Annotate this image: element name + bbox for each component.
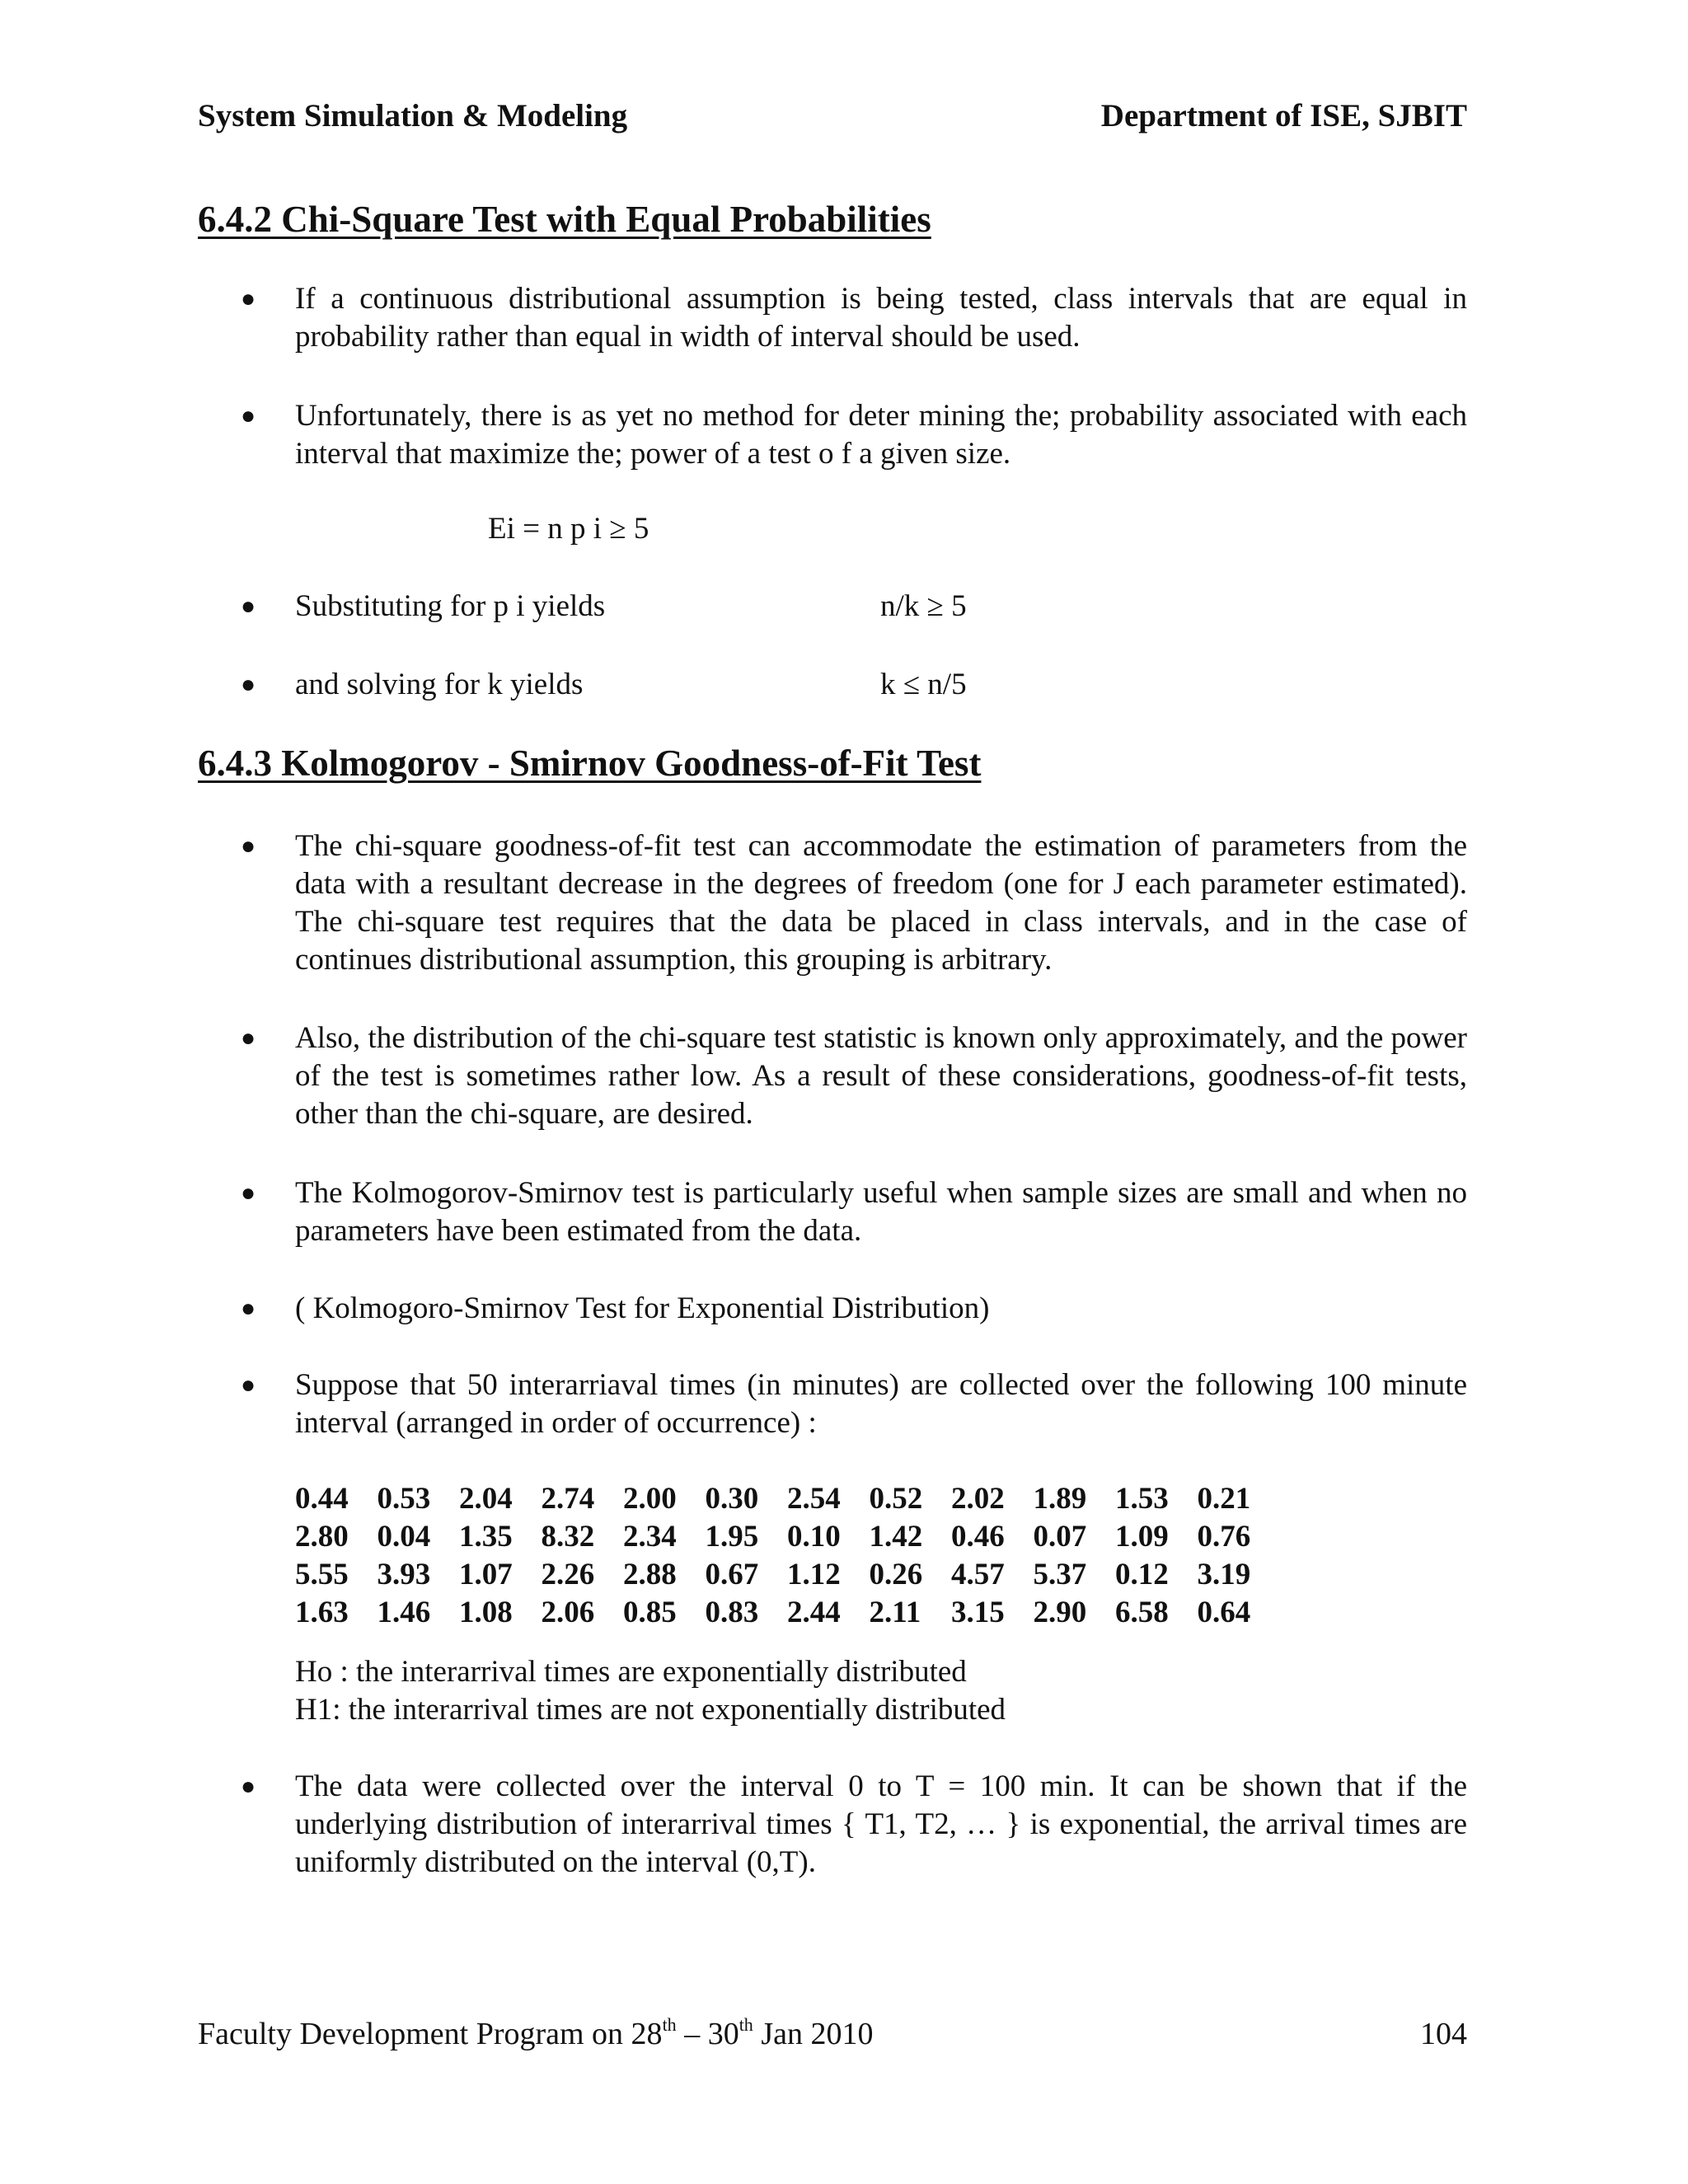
- table-cell: 2.11: [869, 1596, 921, 1629]
- table-cell: 2.06: [541, 1596, 595, 1629]
- table-cell: 0.12: [1115, 1558, 1169, 1591]
- bullet-icon: ●: [241, 402, 256, 429]
- table-cell: 0.21: [1197, 1482, 1251, 1516]
- table-cell: 0.04: [377, 1520, 431, 1554]
- table-cell: 0.30: [705, 1482, 759, 1516]
- table-cell: 2.26: [541, 1558, 595, 1591]
- table-cell: 0.85: [623, 1596, 677, 1629]
- bullet-text: Also, the distribution of the chi-square test statistic is known only approximately, and the power of the test is sometimes rather low. As a result of these considerations, goodness-of-fit tests, other than the chi-square, are desired.: [295, 1021, 1467, 1131]
- table-cell: 2.90: [1033, 1596, 1087, 1629]
- table-row: [295, 1519, 1279, 1557]
- table-cell: 1.53: [1115, 1482, 1169, 1516]
- footer-sup-2: th: [738, 2014, 753, 2035]
- page-number: 104: [1420, 2017, 1467, 2051]
- step-formula: k ≤ n/5: [880, 668, 967, 701]
- table-cell: 1.12: [787, 1558, 841, 1591]
- table-cell: 0.07: [1033, 1520, 1087, 1554]
- bullet-icon: ●: [241, 1024, 256, 1052]
- bullet-text: The Kolmogorov-Smirnov test is particularly useful when sample sizes are small and when no parameters have been estimated from the data.: [295, 1176, 1467, 1248]
- table-cell: 0.67: [705, 1558, 759, 1591]
- table-cell: 5.37: [1033, 1558, 1087, 1591]
- table-cell: 8.32: [541, 1520, 595, 1554]
- table-row: [295, 1595, 1279, 1633]
- table-cell: 2.34: [623, 1520, 677, 1554]
- table-cell: 0.26: [869, 1558, 923, 1591]
- table-cell: 5.55: [295, 1558, 349, 1591]
- bullet-icon: ●: [241, 1371, 256, 1399]
- table-cell: 1.95: [705, 1520, 759, 1554]
- table-cell: 1.89: [1033, 1482, 1087, 1516]
- table-cell: 4.57: [951, 1558, 1005, 1591]
- bullet-icon: ●: [241, 1773, 256, 1800]
- bullet-icon: ●: [241, 671, 256, 698]
- table-cell: 2.54: [787, 1482, 841, 1516]
- bullet-icon: ●: [241, 832, 256, 860]
- footer-program: [198, 2016, 873, 2052]
- table-cell: 0.52: [869, 1482, 923, 1516]
- footer-program-mid: – 30: [676, 2017, 739, 2051]
- table-cell: 6.58: [1115, 1596, 1169, 1629]
- bullet-text: Substituting for p i yields: [295, 589, 606, 623]
- table-cell: 3.19: [1197, 1558, 1251, 1591]
- bullet-text: The data were collected over the interval 0 to T = 100 min. It can be shown that if the underlying distribution of interarrival times { T1, T2, … } is exponential, the arrival times are uniformly distributed on the interval (0,T).: [295, 1769, 1467, 1879]
- table-cell: 1.63: [295, 1596, 349, 1629]
- table-cell: 3.15: [951, 1596, 1005, 1629]
- table-cell: 1.09: [1115, 1520, 1169, 1554]
- interarrival-data-table: [295, 1481, 1279, 1633]
- table-cell: 0.83: [705, 1596, 759, 1629]
- table-cell: 0.10: [787, 1520, 841, 1554]
- alternative-hypothesis: H1: the interarrival times are not exponentially distributed: [295, 1693, 1006, 1727]
- bullet-text: Unfortunately, there is as yet no method for deter mining the; probability associated with each interval that maximize the; power of a test o f a given size.: [295, 399, 1467, 471]
- table-cell: 1.08: [459, 1596, 513, 1629]
- footer-sup-1: th: [662, 2014, 677, 2035]
- table-cell: 2.88: [623, 1558, 677, 1591]
- table-cell: 2.04: [459, 1482, 513, 1516]
- table-cell: 0.44: [295, 1482, 349, 1516]
- header-department: Department of ISE, SJBIT: [1100, 98, 1467, 134]
- table-row: [295, 1481, 1279, 1519]
- document-page: [198, 0, 1467, 2184]
- bullet-text: If a continuous distributional assumption is being tested, class intervals that are equal in probability rather than equal in width of interval should be used.: [295, 282, 1467, 354]
- bullet-icon: ●: [241, 1295, 256, 1322]
- bullet-text: and solving for k yields: [295, 668, 584, 701]
- table-cell: 0.76: [1197, 1520, 1251, 1554]
- header-course-title: System Simulation & Modeling: [198, 98, 628, 134]
- table-cell: 1.35: [459, 1520, 513, 1554]
- table-cell: 1.46: [377, 1596, 431, 1629]
- section-642-heading: 6.4.2 Chi-Square Test with Equal Probabilities: [198, 199, 931, 240]
- table-cell: 2.44: [787, 1596, 841, 1629]
- table-cell: 2.00: [623, 1482, 677, 1516]
- null-hypothesis: Ho : the interarrival times are exponentially distributed: [295, 1655, 967, 1689]
- table-cell: 2.80: [295, 1520, 349, 1554]
- bullet-text: ( Kolmogoro-Smirnov Test for Exponential Distribution): [295, 1291, 990, 1325]
- footer-program-suffix: Jan 2010: [753, 2017, 874, 2051]
- table-cell: 3.93: [377, 1558, 431, 1591]
- table-cell: 2.74: [541, 1482, 595, 1516]
- table-cell: 0.46: [951, 1520, 1005, 1554]
- table-cell: 1.42: [869, 1520, 923, 1554]
- bullet-icon: ●: [241, 1179, 256, 1207]
- step-formula: n/k ≥ 5: [880, 589, 967, 623]
- table-cell: 0.64: [1197, 1596, 1251, 1629]
- bullet-text: The chi-square goodness-of-fit test can accommodate the estimation of parameters from the data with a resultant decrease in the degrees of freedom (one for J each parameter estimated). The chi-square test requires that the data be placed in class intervals, and in the case of continues distributional assumption, this grouping is arbitrary.: [295, 829, 1467, 977]
- footer-program-prefix: Faculty Development Program on 28: [198, 2017, 663, 2051]
- table-row: [295, 1557, 1279, 1595]
- expected-frequency-formula: Ei = n p i ≥ 5: [488, 512, 649, 546]
- bullet-icon: ●: [241, 593, 256, 620]
- table-cell: 2.02: [951, 1482, 1005, 1516]
- table-cell: 1.07: [459, 1558, 513, 1591]
- section-643-heading: 6.4.3 Kolmogorov - Smirnov Goodness-of-Fit Test: [198, 743, 982, 784]
- bullet-icon: ●: [241, 285, 256, 312]
- bullet-text: Suppose that 50 interarriaval times (in minutes) are collected over the following 100 minute interval (arranged in order of occurrence) :: [295, 1368, 1467, 1440]
- table-cell: 0.53: [377, 1482, 431, 1516]
